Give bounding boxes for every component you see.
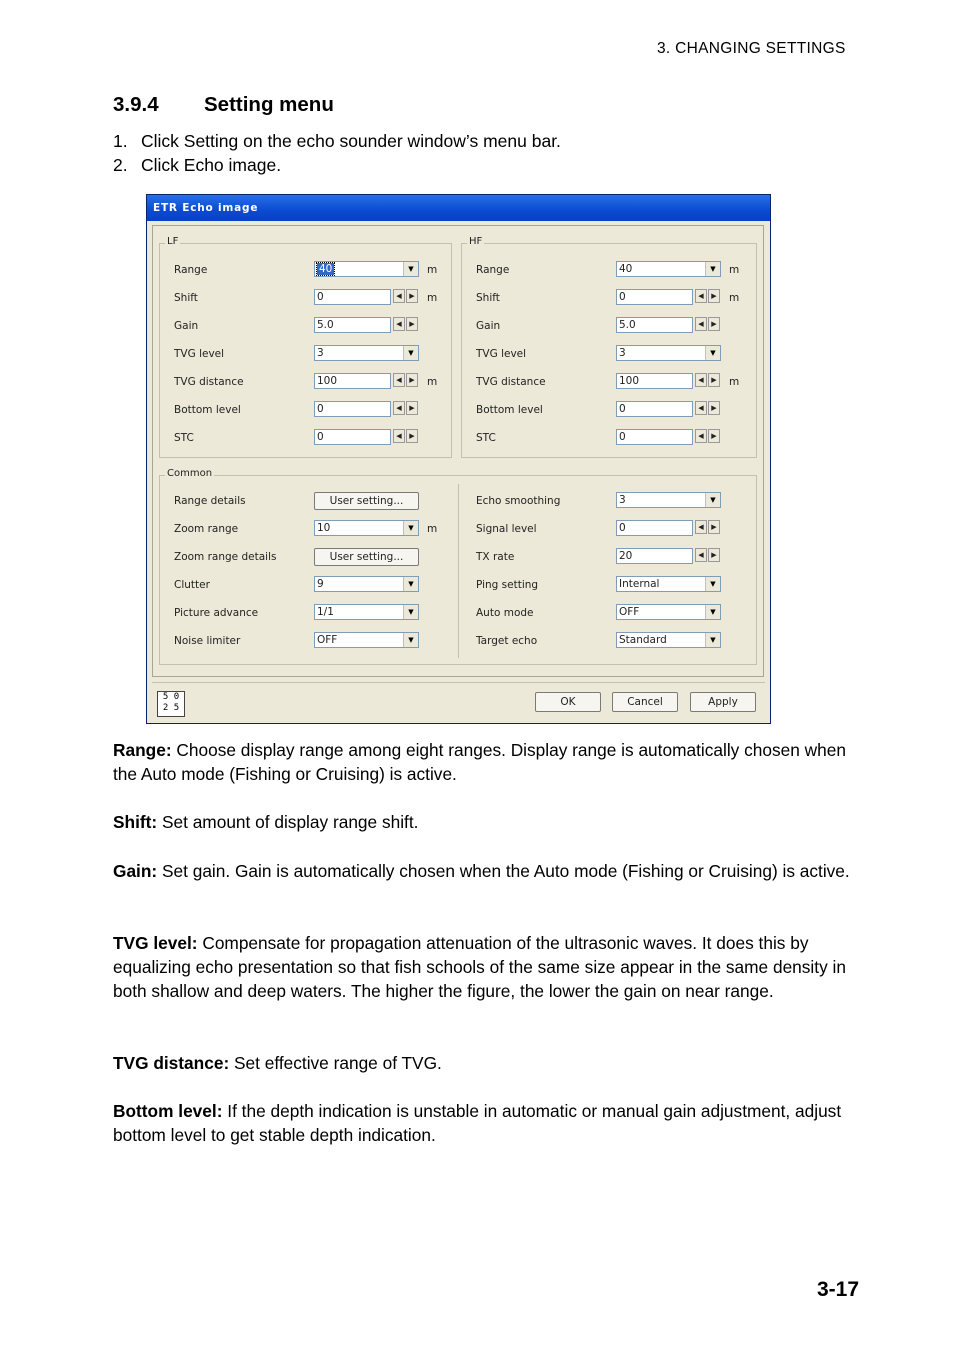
chevron-down-icon[interactable]: ▼ — [705, 577, 720, 591]
lf-tvg-distance-row: TVG distance 100 ◀ ▶ m — [174, 375, 438, 388]
echo-image-dialog — [146, 194, 771, 724]
echo-smoothing-row: Echo smoothing 3 ▼ — [476, 492, 754, 510]
arrow-right-icon[interactable]: ▶ — [406, 401, 418, 415]
description-tvg-level: TVG level: Compensate for propagation attenuation of the ultrasonic waves. It does this by equalizing echo presentation so that fish schools of the same size appear in the same density in both shallow and deep waters. The higher the figure, the lower the gain on near range. — [113, 933, 846, 1001]
arrow-right-icon[interactable]: ▶ — [708, 429, 720, 443]
lf-tvg-distance-input[interactable]: 100 — [314, 373, 391, 389]
arrow-right-icon[interactable]: ▶ — [406, 429, 418, 443]
common-divider — [458, 484, 459, 658]
arrow-left-icon[interactable]: ◀ — [393, 401, 405, 415]
tx-rate-spinner[interactable] — [695, 548, 721, 564]
chevron-down-icon[interactable]: ▼ — [403, 521, 418, 535]
zoom-range-row: Zoom range 10 ▼ m — [174, 522, 438, 535]
arrow-right-icon[interactable]: ▶ — [708, 548, 720, 562]
lf-gain-input[interactable]: 5.0 — [314, 317, 391, 333]
signal-level-input[interactable]: 0 — [616, 520, 693, 536]
description-tvg-distance: TVG distance: Set effective range of TVG. — [113, 1053, 442, 1073]
arrow-right-icon[interactable]: ▶ — [708, 289, 720, 303]
hf-legend: HF — [469, 236, 483, 247]
arrow-left-icon[interactable]: ◀ — [393, 429, 405, 443]
description-bottom-level: Bottom level: If the depth indication is unstable in automatic or manual gain adjustment, adjust bottom level to get stable depth indication. — [113, 1101, 842, 1145]
apply-button[interactable]: Apply — [690, 692, 756, 712]
auto-mode-select[interactable]: OFF ▼ — [616, 604, 721, 620]
chevron-down-icon[interactable]: ▼ — [705, 346, 720, 360]
lf-shift-input[interactable]: 0 — [314, 289, 391, 305]
arrow-left-icon[interactable]: ◀ — [393, 317, 405, 331]
zoom-range-select[interactable]: 10 ▼ — [314, 520, 419, 536]
chevron-down-icon[interactable]: ▼ — [705, 493, 720, 507]
picture-advance-row: Picture advance 1/1 ▼ — [174, 604, 454, 622]
description-range: Range: Choose display range among eight ranges. Display range is automatically chosen when the Auto mode (Fishing or Cruising) is active. — [113, 740, 846, 784]
clutter-row: Clutter 9 ▼ — [174, 576, 454, 594]
zoom-range-details-row: Zoom range details User setting... — [174, 548, 454, 566]
arrow-left-icon[interactable]: ◀ — [695, 317, 707, 331]
hf-shift-spinner[interactable] — [695, 289, 721, 305]
step-item: 2. Click Echo image. — [113, 155, 282, 175]
section-number: 3.9.4 — [113, 93, 159, 116]
common-group — [159, 468, 757, 665]
hf-tvg-distance-input[interactable]: 100 — [616, 373, 693, 389]
lf-range-unit: m — [427, 264, 438, 276]
signal-level-row: Signal level 0 ◀ ▶ — [476, 520, 754, 538]
ok-button[interactable]: OK — [535, 692, 601, 712]
description-gain: Gain: Set gain. Gain is automatically chosen when the Auto mode (Fishing or Cruising) is active. — [113, 861, 850, 881]
lf-tvg-level-select[interactable]: 3 ▼ — [314, 345, 419, 361]
chevron-down-icon[interactable]: ▼ — [403, 577, 418, 591]
hf-range-select[interactable]: 40 ▼ — [616, 261, 721, 277]
running-header: 3. CHANGING SETTINGS — [657, 40, 846, 57]
cancel-button[interactable]: Cancel — [612, 692, 678, 712]
hf-tvg-distance-row: TVG distance 100 ◀ ▶ m — [476, 375, 740, 388]
noise-limiter-select[interactable]: OFF ▼ — [314, 632, 419, 648]
chevron-down-icon[interactable]: ▼ — [705, 262, 720, 276]
keypad-icon[interactable]: 5 0 2 5 — [157, 691, 185, 717]
chevron-down-icon[interactable]: ▼ — [705, 633, 720, 647]
range-details-row: Range details User setting... — [174, 492, 454, 510]
dialog-titlebar[interactable]: ETR Echo image — [147, 195, 770, 221]
picture-advance-select[interactable]: 1/1 ▼ — [314, 604, 419, 620]
hf-bottom-level-row: Bottom level 0 ◀ ▶ — [476, 401, 754, 419]
arrow-right-icon[interactable]: ▶ — [708, 317, 720, 331]
chevron-down-icon[interactable]: ▼ — [403, 262, 418, 276]
chevron-down-icon[interactable]: ▼ — [403, 605, 418, 619]
step-item: 1. Click Setting on the echo sounder window’s menu bar. — [113, 131, 561, 151]
lf-tvg-level-row: TVG level 3 ▼ — [174, 345, 449, 363]
lf-bottom-level-spinner[interactable] — [393, 401, 419, 417]
hf-shift-row: Shift 0 ◀ ▶ m — [476, 291, 740, 304]
step-list — [113, 130, 561, 178]
common-legend: Common — [167, 468, 213, 479]
hf-shift-input[interactable]: 0 — [616, 289, 693, 305]
arrow-right-icon[interactable]: ▶ — [708, 401, 720, 415]
tx-rate-input[interactable]: 20 — [616, 548, 693, 564]
echo-smoothing-select[interactable]: 3 ▼ — [616, 492, 721, 508]
ping-setting-row: Ping setting Internal ▼ — [476, 576, 754, 594]
noise-limiter-row: Noise limiter OFF ▼ — [174, 632, 454, 650]
chevron-down-icon[interactable]: ▼ — [403, 633, 418, 647]
dialog-client — [152, 225, 764, 677]
hf-stc-row: STC 0 ◀ ▶ — [476, 429, 754, 447]
arrow-right-icon[interactable]: ▶ — [406, 317, 418, 331]
lf-bottom-level-row: Bottom level 0 ◀ ▶ — [174, 401, 449, 419]
hf-gain-row: Gain 5.0 ◀ ▶ — [476, 317, 754, 335]
arrow-right-icon[interactable]: ▶ — [406, 289, 418, 303]
lf-shift-row: Shift 0 ◀ ▶ m — [174, 291, 438, 304]
arrow-left-icon[interactable]: ◀ — [393, 289, 405, 303]
lf-stc-row: STC 0 ◀ ▶ — [174, 429, 449, 447]
hf-gain-input[interactable]: 5.0 — [616, 317, 693, 333]
hf-range-row: Range 40 ▼ m — [476, 263, 740, 276]
auto-mode-row: Auto mode OFF ▼ — [476, 604, 754, 622]
hf-tvg-distance-spinner[interactable] — [695, 373, 721, 389]
arrow-left-icon[interactable]: ◀ — [695, 429, 707, 443]
lf-stc-spinner[interactable] — [393, 429, 419, 445]
tx-rate-row: TX rate 20 ◀ ▶ — [476, 548, 754, 566]
lf-tvg-distance-spinner[interactable] — [393, 373, 419, 389]
lf-gain-spinner[interactable] — [393, 317, 419, 333]
description-shift: Shift: Set amount of display range shift. — [113, 812, 419, 832]
arrow-left-icon[interactable]: ◀ — [695, 548, 707, 562]
lf-legend: LF — [167, 236, 179, 247]
page-number: 3-17 — [817, 1278, 860, 1301]
zoom-range-details-button[interactable]: User setting... — [314, 548, 419, 566]
range-details-button[interactable]: User setting... — [314, 492, 419, 510]
lf-stc-input[interactable]: 0 — [314, 429, 391, 445]
ping-setting-select[interactable]: Internal ▼ — [616, 576, 721, 592]
hf-tvg-level-select[interactable]: 3 ▼ — [616, 345, 721, 361]
footer-separator — [152, 682, 765, 683]
arrow-right-icon[interactable]: ▶ — [708, 520, 720, 534]
target-echo-row: Target echo Standard ▼ — [476, 632, 754, 650]
lf-range-row — [174, 261, 449, 279]
hf-bottom-level-spinner[interactable] — [695, 401, 721, 417]
hf-group — [461, 236, 757, 458]
chevron-down-icon[interactable]: ▼ — [403, 346, 418, 360]
arrow-left-icon[interactable]: ◀ — [695, 520, 707, 534]
arrow-left-icon[interactable]: ◀ — [695, 373, 707, 387]
arrow-right-icon[interactable]: ▶ — [708, 373, 720, 387]
arrow-left-icon[interactable]: ◀ — [695, 289, 707, 303]
arrow-left-icon[interactable]: ◀ — [695, 401, 707, 415]
hf-tvg-level-row: TVG level 3 ▼ — [476, 345, 754, 363]
lf-gain-row: Gain 5.0 ◀ ▶ — [174, 317, 449, 335]
hf-gain-spinner[interactable] — [695, 317, 721, 333]
lf-range-label: Range — [174, 264, 208, 276]
lf-group — [159, 236, 452, 458]
chevron-down-icon[interactable]: ▼ — [705, 605, 720, 619]
hf-stc-input[interactable]: 0 — [616, 429, 693, 445]
hf-bottom-level-input[interactable]: 0 — [616, 401, 693, 417]
clutter-select[interactable]: 9 ▼ — [314, 576, 419, 592]
lf-shift-spinner[interactable] — [393, 289, 419, 305]
arrow-right-icon[interactable]: ▶ — [406, 373, 418, 387]
lf-bottom-level-input[interactable]: 0 — [314, 401, 391, 417]
lf-range-select[interactable]: 40 ▼ — [314, 261, 419, 277]
section-heading: Setting menu — [204, 93, 334, 116]
section-title — [113, 93, 334, 117]
target-echo-select[interactable]: Standard ▼ — [616, 632, 721, 648]
signal-level-spinner[interactable] — [695, 520, 721, 536]
arrow-left-icon[interactable]: ◀ — [393, 373, 405, 387]
hf-stc-spinner[interactable] — [695, 429, 721, 445]
